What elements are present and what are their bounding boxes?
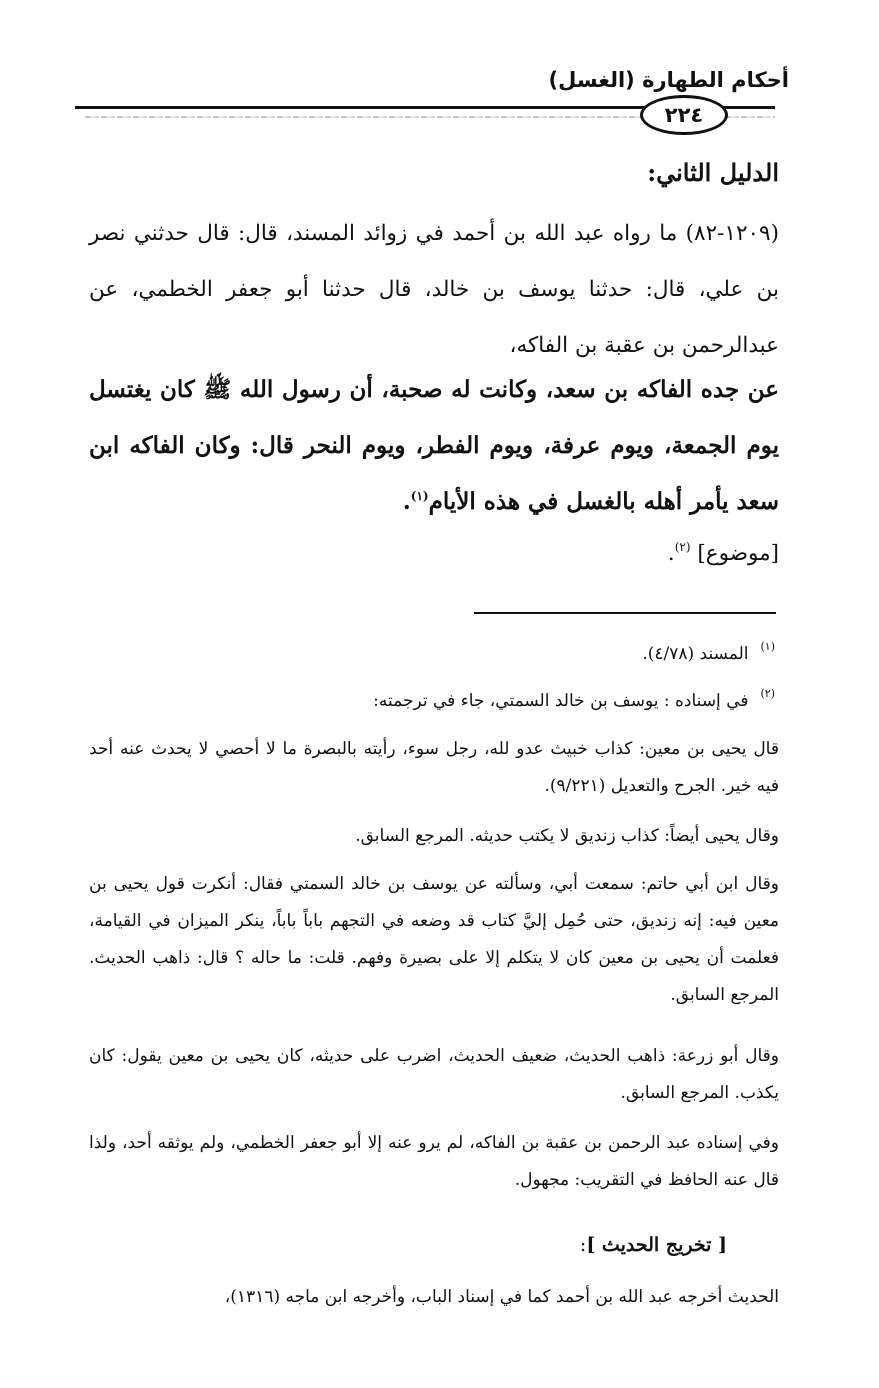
- hadith-text: [89, 362, 779, 533]
- section-heading: الدليل الثاني:: [647, 158, 779, 187]
- footnote-ref-1: (١): [410, 489, 429, 503]
- running-title: أحكام الطهارة (الغسل): [548, 68, 789, 92]
- footnote-2-text: في إسناده : يوسف بن خالد السمتي، جاء في ترجمته:: [373, 691, 749, 711]
- footnote-paragraph: وقال أبو زرعة: ذاهب الحديث، ضعيف الحديث، اضرب على حديثه، كان يحيى بن معين يقول: كان يكذب. المرجع السابق.: [89, 1046, 779, 1103]
- takhrij-heading-label: [ تخريج الحديث ]: [586, 1234, 727, 1256]
- footnote-ref-2: (٢): [674, 540, 691, 554]
- footnote-separator: [474, 612, 776, 614]
- footnote-paragraph: وفي إسناده عبد الرحمن بن عقبة بن الفاكه، لم يرو عنه إلا أبو جعفر الخطمي، ولم يوثقه أحد، ولذا قال عنه الحافظ في التقريب: مجهول.: [89, 1133, 779, 1190]
- footnote-1-number: (١): [760, 640, 775, 653]
- narration-chain: (١٢٠٩-٨٢) ما رواه عبد الله بن أحمد في زوائد المسند، قال: قال حدثني نصر بن علي، قال: حدثنا يوسف بن خالد، قال حدثنا أبو جعفر الخطمي، عن عبدالرحمن بن عقبة بن الفاكه،: [89, 221, 779, 358]
- hadith-end: .: [402, 488, 411, 515]
- footnote-1-text: المسند (٤/٧٨).: [642, 644, 749, 664]
- page-number: ٢٢٤: [640, 95, 728, 135]
- footnote-paragraph: وقال يحيى أيضاً: كذاب زنديق لا يكتب حديثه. المرجع السابق.: [355, 826, 779, 846]
- footnote-paragraph: وقال ابن أبي حاتم: سمعت أبي، وسألته عن يوسف بن خالد السمتي فقال: أنكرت قول يحيى بن معين فيه: إنه زنديق، حتى حُمِل إليَّ كتاب قد وضعه في التجهم باباً باباً، ينكر الميزان في القيامة، فعلمت أن يحيى بن معين كان لا يتكلم إلا على بصيرة وفهم. قلت: ما حاله ؟ قال: ذاهب الحديث. المرجع السابق.: [89, 874, 779, 1005]
- footnote-2-number: (٢): [760, 687, 775, 700]
- grading: [99, 532, 779, 578]
- takhrij-heading: [580, 1234, 727, 1256]
- takhrij-text: الحديث أخرجه عبد الله بن أحمد كما في إسناد الباب، وأخرجه ابن ماجه (١٣١٦)،: [224, 1287, 779, 1307]
- takhrij-heading-colon: :: [579, 1234, 587, 1256]
- footnote-1: [89, 636, 779, 674]
- footnote-paragraph: قال يحيى بن معين: كذاب خبيث عدو لله، رجل سوء، رأيته بالبصرة ما لا أحصي لا يحدث عنه أحد فيه خير. الجرح والتعديل (٩/٢٢١).: [89, 739, 779, 796]
- grading-label: [موضوع]: [697, 541, 779, 566]
- grading-end: .: [667, 541, 675, 566]
- hadith-body: عن جده الفاكه بن سعد، وكانت له صحبة، أن رسول الله ﷺ كان يغتسل يوم الجمعة، ويوم عرفة، ويوم الفطر، ويوم النحر قال: وكان الفاكه ابن سعد يأمر أهله بالغسل في هذه الأيام: [89, 376, 780, 515]
- footnote-2: [89, 683, 779, 721]
